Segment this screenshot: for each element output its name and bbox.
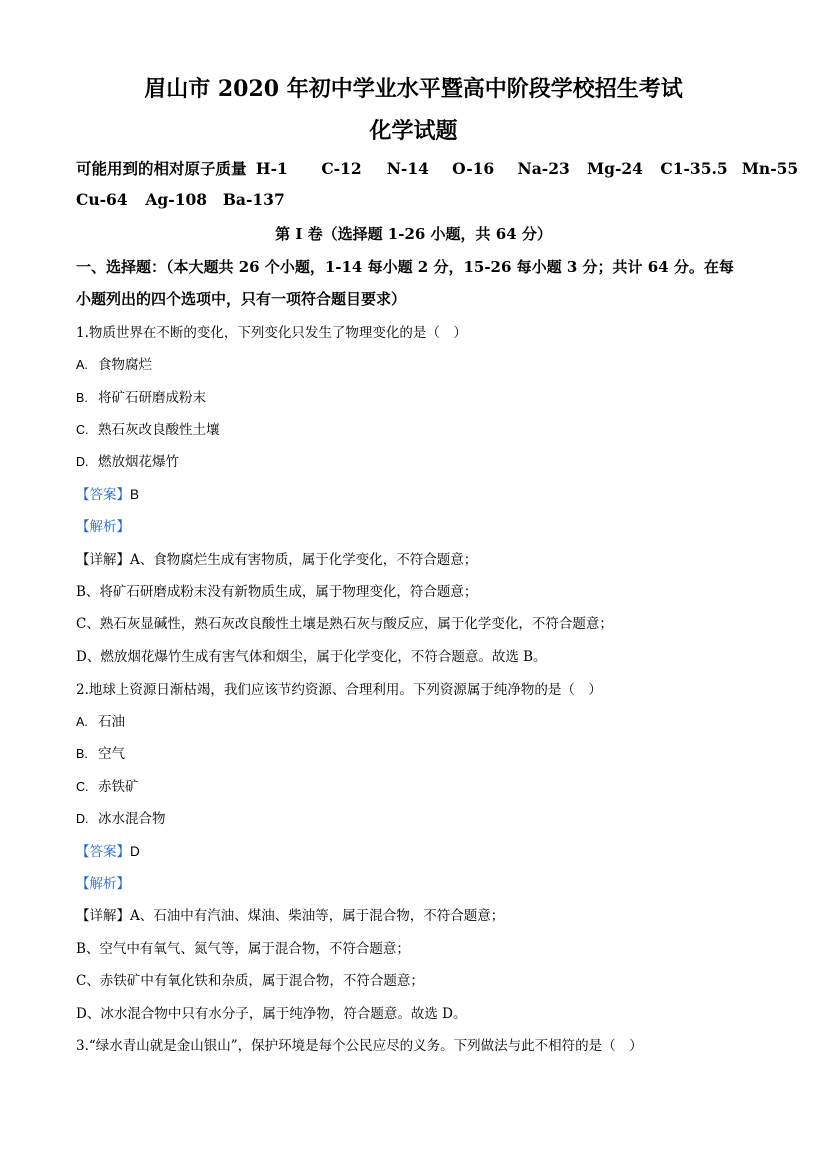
- section-instructions-line-1: 一、选择题：（本大题共 26 个小题，1-14 每小题 2 分，15-26 每小题 3 分；共计 64 分。在每: [76, 258, 734, 276]
- option-label: C.: [76, 780, 89, 794]
- option-text: 燃放烟花爆竹: [98, 454, 179, 470]
- atomic-mass-item: C-12: [321, 159, 362, 178]
- volume-title: 第 I 卷（选择题 1-26 小题，共 64 分）: [275, 225, 552, 243]
- option-b: [76, 742, 125, 762]
- option-text: 将矿石研磨成粉末: [98, 390, 206, 406]
- answer-value: B: [130, 487, 140, 502]
- question-stem: 3.“绿水青山就是金山银山”，保护环境是每个公民应尽的义务。下列做法与此不相符的是（ ）: [76, 1038, 643, 1054]
- detail-line: D、燃放烟花爆竹生成有害气体和烟尘，属于化学变化，不符合题意。故选 B。: [76, 649, 547, 665]
- atomic-mass-item: N-14: [386, 159, 429, 178]
- atomic-mass-item: Cu-64: [76, 190, 128, 209]
- answer-value: D: [130, 844, 140, 859]
- option-label: D.: [76, 455, 89, 469]
- atomic-mass-prefix: 可能用到的相对原子质量: [76, 159, 247, 178]
- option-text: 熟石灰改良酸性土壤: [98, 422, 220, 438]
- analysis-tag: 【解析】: [76, 876, 130, 892]
- option-b: [76, 386, 206, 406]
- detail-line: 【详解】A、石油中有汽油、煤油、柴油等，属于混合物，不符合题意；: [76, 908, 505, 924]
- option-text: 食物腐烂: [98, 357, 152, 373]
- atomic-mass-line-2: [76, 190, 285, 209]
- answer-line: [76, 483, 139, 503]
- option-label: D.: [76, 812, 89, 826]
- option-d: [76, 450, 179, 470]
- option-c: [76, 775, 139, 795]
- detail-line: B、空气中有氧气、氮气等，属于混合物，不符合题意；: [76, 941, 410, 957]
- detail-line: D、冰水混合物中只有水分子，属于纯净物，符合题意。故选 D。: [76, 1006, 467, 1022]
- detail-line: C、赤铁矿中有氧化铁和杂质，属于混合物，不符合题意；: [76, 973, 424, 989]
- option-label: B.: [76, 747, 88, 761]
- option-label: B.: [76, 391, 88, 405]
- atomic-mass-item: O-16: [452, 159, 495, 178]
- question-stem: 1.物质世界在不断的变化，下列变化只发生了物理变化的是（ ）: [76, 325, 467, 341]
- exam-subtitle: 化学试题: [369, 118, 458, 144]
- atomic-mass-item: Mn-55: [741, 159, 799, 178]
- option-text: 石油: [98, 714, 125, 730]
- atomic-mass-line-1: [76, 157, 798, 179]
- detail-line: C、熟石灰显碱性，熟石灰改良酸性土壤是熟石灰与酸反应，属于化学变化，不符合题意；: [76, 616, 613, 632]
- atomic-mass-item: Ba-137: [222, 190, 285, 209]
- option-a: [76, 353, 152, 373]
- atomic-mass-item: Ag-108: [145, 190, 208, 209]
- atomic-mass-item: Mg-24: [586, 159, 643, 178]
- option-label: A.: [76, 715, 88, 729]
- atomic-mass-item: C1-35.5: [660, 159, 728, 178]
- answer-tag: 【答案】: [76, 844, 130, 860]
- option-a: [76, 710, 125, 730]
- detail-line: B、将矿石研磨成粉末没有新物质生成，属于物理变化，符合题意；: [76, 584, 478, 600]
- atomic-mass-item: Na-23: [517, 159, 570, 178]
- option-label: A.: [76, 358, 88, 372]
- question-stem: 2.地球上资源日渐枯竭，我们应该节约资源、合理利用。下列资源属于纯净物的是（ ）: [76, 682, 602, 698]
- exam-title: 眉山市 2020 年初中学业水平暨高中阶段学校招生考试: [144, 76, 683, 102]
- option-text: 冰水混合物: [98, 811, 166, 827]
- answer-tag: 【答案】: [76, 487, 130, 503]
- option-label: C.: [76, 423, 89, 437]
- answer-line: [76, 840, 140, 860]
- option-d: [76, 807, 166, 827]
- section-instructions-line-2: 小题列出的四个选项中，只有一项符合题目要求）: [76, 290, 407, 308]
- detail-line: 【详解】A、食物腐烂生成有害物质，属于化学变化，不符合题意；: [76, 552, 478, 568]
- analysis-tag: 【解析】: [76, 519, 130, 535]
- option-text: 赤铁矿: [98, 779, 139, 795]
- option-c: [76, 418, 220, 438]
- atomic-mass-item: H-1: [255, 159, 288, 178]
- option-text: 空气: [98, 746, 125, 762]
